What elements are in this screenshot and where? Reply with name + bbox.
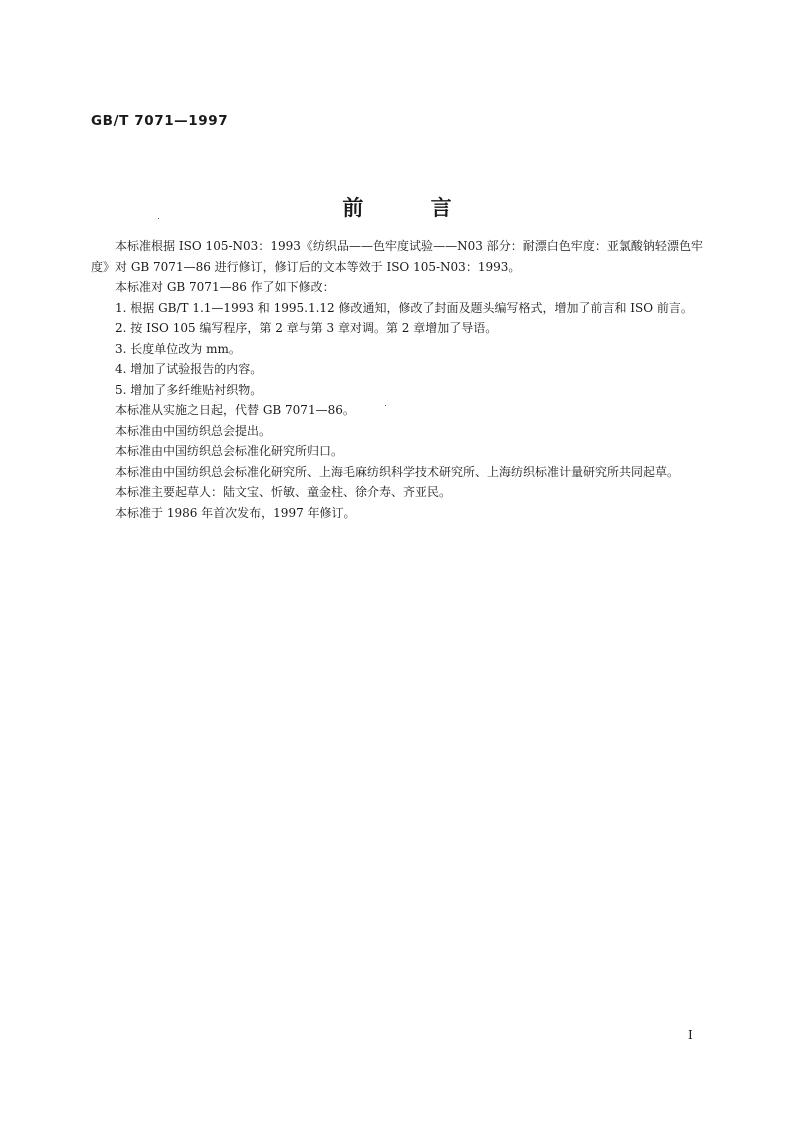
paragraph: 本标准根据 ISO 105-N03：1993《纺织品——色牢度试验——N03 部分：耐漂白色牢度：亚氯酸钠轻漂色牢度》对 GB 7071—86 进行修订，修订后的文本等效于 ISO 105-N03：1993。 bbox=[91, 239, 703, 274]
standard-code: GB/T 7071—1997 bbox=[91, 113, 229, 129]
paragraph: 本标准由中国纺织总会提出。 bbox=[115, 423, 272, 438]
paragraph: 本标准由中国纺织总会标准化研究所、上海毛麻纺织科学技术研究所、上海纺织标准计量研究所共同起草。 bbox=[115, 464, 680, 479]
list-item: 4. 增加了试验报告的内容。 bbox=[115, 362, 263, 376]
list-item: 2. 按 ISO 105 编写程序，第 2 章与第 3 章对调。第 2 章增加了导语。 bbox=[115, 321, 498, 335]
page-title: 前 言 bbox=[342, 196, 482, 220]
document-body bbox=[91, 236, 703, 523]
scan-speck bbox=[158, 218, 159, 219]
paragraph: 本标准主要起草人：陆文宝、忻敏、童金柱、徐介寿、齐亚民。 bbox=[115, 485, 452, 499]
paragraph: 本标准于 1986 年首次发布，1997 年修订。 bbox=[115, 505, 356, 520]
scan-speck bbox=[385, 405, 386, 406]
paragraph: 本标准对 GB 7071—86 作了如下修改： bbox=[115, 280, 335, 294]
list-item: 1. 根据 GB/T 1.1—1993 和 1995.1.12 修改通知，修改了封面及题头编写格式，增加了前言和 ISO 前言。 bbox=[115, 300, 693, 315]
list-item: 5. 增加了多纤维贴衬织物。 bbox=[115, 382, 263, 397]
list-item: 3. 长度单位改为 mm。 bbox=[115, 341, 241, 356]
paragraph: 本标准从实施之日起，代替 GB 7071—86。 bbox=[115, 403, 355, 417]
paragraph: 本标准由中国纺织总会标准化研究所归口。 bbox=[115, 444, 344, 458]
page-number: I bbox=[688, 1028, 693, 1042]
